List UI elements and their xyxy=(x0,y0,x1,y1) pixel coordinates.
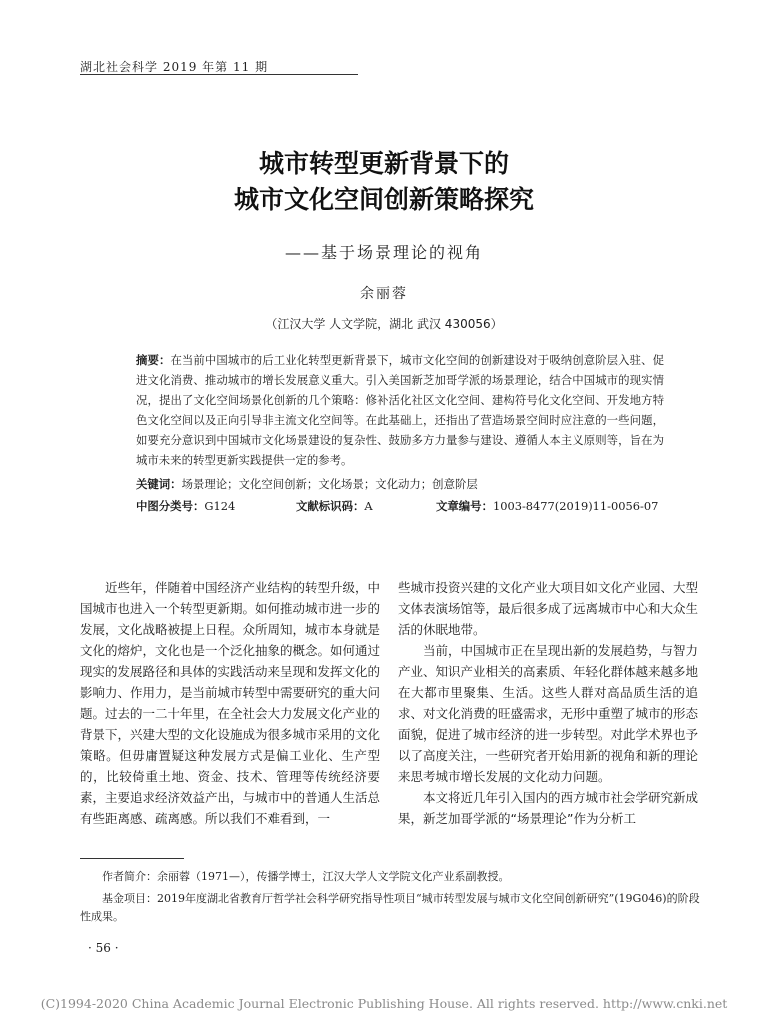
body-paragraph: 当前，中国城市正在呈现出新的发展趋势，与智力产业、知识产业相关的高素质、年轻化群体越来越多地在大都市里聚集、生活。这些人群对高品质生活的追求、对文化消费的旺盛需求，无形中重塑了城市的形态面貌，促进了城市经济的进一步转型。对此学术界也予以了高度关注，一些研究者开始用新的视角和新的理论来思考城市增长发展的文化动力问题。 xyxy=(398,643,699,784)
title-line-2: 城市文化空间创新策略探究 xyxy=(233,185,534,214)
abstract xyxy=(136,350,664,470)
body-column-right xyxy=(398,577,698,829)
doc-value: A xyxy=(364,499,373,513)
article-number-label: 文章编号： xyxy=(436,499,493,513)
copyright-notice: (C)1994-2020 China Academic Journal Electronic Publishing House. All rights reserved. http://www.cnki.net xyxy=(40,996,728,1011)
body-column-left xyxy=(80,577,380,829)
abstract-label: 摘要： xyxy=(136,353,171,367)
doc-label: 文献标识码： xyxy=(296,499,365,513)
fund-footnote: 基金项目：2019年度湖北省教育厅哲学社会科学研究指导性项目“城市转型发展与城市文化空间创新研究”(19G046)的阶段性成果。 xyxy=(80,892,700,923)
journal-header: 湖北社会科学 2019 年第 11 期 xyxy=(80,60,269,74)
keywords-text: 场景理论；文化空间创新；文化场景；文化动力；创意阶层 xyxy=(181,477,478,491)
clc-code xyxy=(136,496,235,516)
title-line-1: 城市转型更新背景下的 xyxy=(258,149,509,178)
header-divider xyxy=(80,74,358,75)
keywords-label: 关键词： xyxy=(136,477,182,491)
footnote-divider xyxy=(80,858,184,859)
body-paragraph: 近些年，伴随着中国经济产业结构的转型升级，中国城市也进入一个转型更新期。如何推动城市进一步的发展，文化战略被提上日程。众所周知，城市本身就是文化的熔炉，文化也是一个泛化抽象的概念。如何通过现实的发展路径和具体的实践活动来呈现和发挥文化的影响力、作用力，是当前城市转型中需要研究的重大问题。过去的一二十年里，在全社会大力发展文化产业的背景下，兴建大型的文化设施成为很多城市采用的文化策略。但毋庸置疑这种发展方式是偏工业化、生产型的，比较倚重土地、资金、技术、管理等传统经济要素，主要追求经济效益产出，与城市中的普通人生活总有些距离感、疏离感。所以我们不难看到，一 xyxy=(80,580,381,826)
abstract-text: 在当前中国城市的后工业化转型更新背景下，城市文化空间的创新建设对于吸纳创意阶层入驻、促进文化消费、推动城市的增长发展意义重大。引入美国新芝加哥学派的场景理论，结合中国城市的现实情况，提出了文化空间场景化创新的几个策略：修补活化社区文化空间、建构符号化文化空间、开发地方特色文化空间以及正向引导非主流文化空间等。在此基础上，还指出了营造场景空间时应注意的一些问题，如要充分意识到中国城市文化场景建设的复杂性、鼓励多方力量参与建设、遵循人本主义原则等，旨在为城市未来的转型更新实践提供一定的参考。 xyxy=(136,353,664,467)
body-paragraph: 本文将近几年引入国内的西方城市社会学研究新成果，新芝加哥学派的“场景理论”作为分析工 xyxy=(398,790,699,826)
page-number: · 56 · xyxy=(88,941,119,955)
author-name: 余丽蓉 xyxy=(360,286,408,302)
keywords xyxy=(136,474,664,494)
article-number xyxy=(436,496,658,516)
article-number-value: 1003-8477(2019)11-0056-07 xyxy=(492,499,659,513)
document-code xyxy=(296,496,373,516)
author-affiliation: （江汉大学 人文学院，湖北 武汉 430056） xyxy=(265,317,503,331)
clc-label: 中图分类号： xyxy=(136,499,205,513)
clc-value: G124 xyxy=(204,499,236,513)
article-title xyxy=(0,146,768,218)
article-subtitle: ——基于场景理论的视角 xyxy=(284,243,483,262)
author-footnote: 作者简介：余丽蓉（1971—），传播学博士，江汉大学人文学院文化产业系副教授。 xyxy=(102,870,510,883)
body-paragraph: 些城市投资兴建的文化产业大项目如文化产业园、大型文体表演场馆等，最后很多成了远离城市中心和大众生活的休眠地带。 xyxy=(398,580,699,637)
